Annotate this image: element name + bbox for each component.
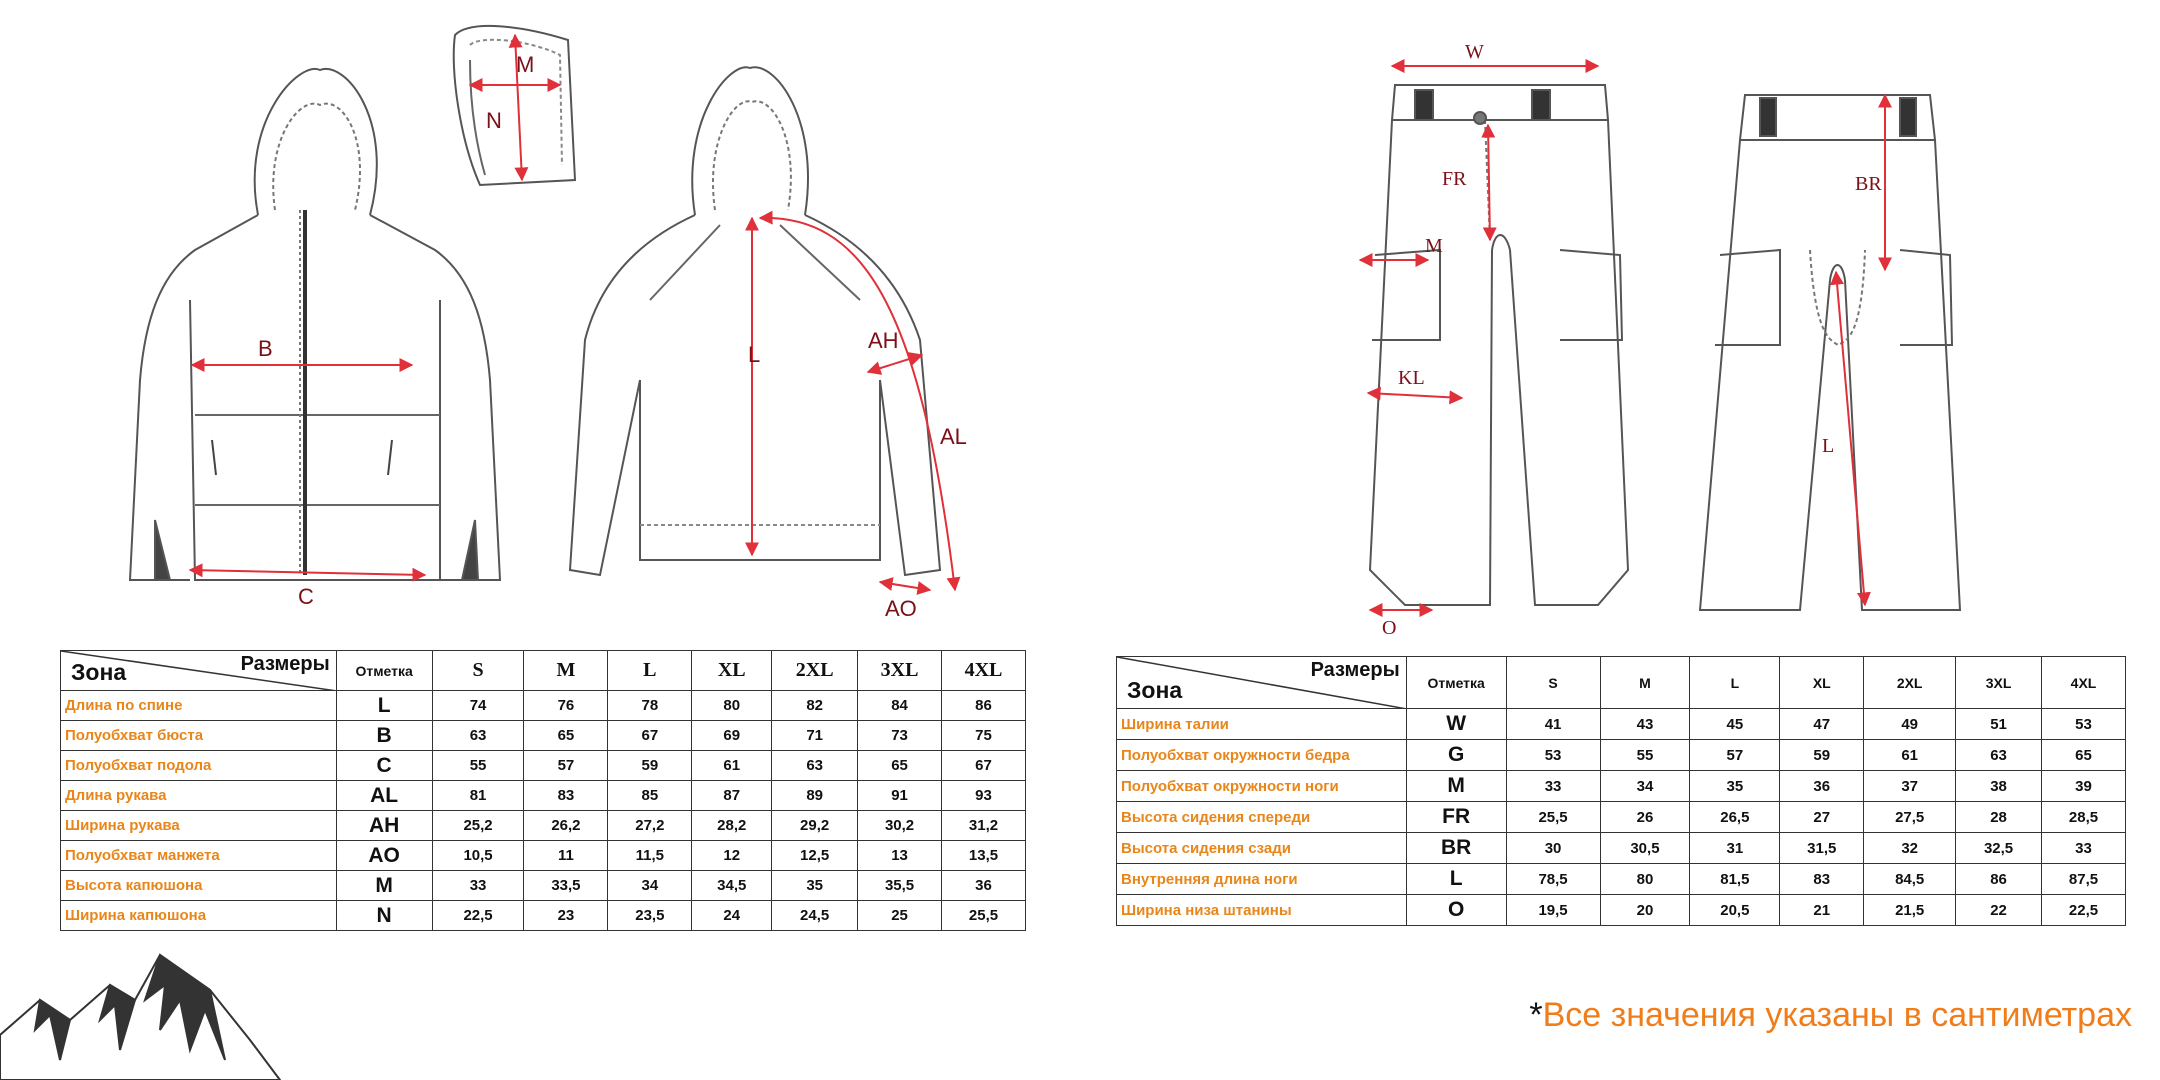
value-cell: 84,5 bbox=[1864, 864, 1956, 895]
table-corner-cell bbox=[61, 651, 337, 691]
table-row bbox=[61, 691, 1026, 721]
zone-cell: Длина по спине bbox=[61, 691, 337, 721]
value-cell: 93 bbox=[942, 781, 1026, 811]
zone-cell: Ширина капюшона bbox=[61, 901, 337, 931]
value-cell: 45 bbox=[1690, 709, 1780, 740]
diagram-labels bbox=[258, 52, 967, 621]
size-header: 4XL bbox=[942, 651, 1026, 691]
value-cell: 84 bbox=[858, 691, 942, 721]
table-row bbox=[61, 781, 1026, 811]
value-cell: 85 bbox=[608, 781, 692, 811]
value-cell: 63 bbox=[772, 751, 858, 781]
value-cell: 78 bbox=[608, 691, 692, 721]
value-cell: 33,5 bbox=[524, 871, 608, 901]
size-header: 3XL bbox=[858, 651, 942, 691]
value-cell: 73 bbox=[858, 721, 942, 751]
value-cell: 37 bbox=[1864, 771, 1956, 802]
table-corner-cell bbox=[1117, 657, 1407, 709]
value-cell: 30 bbox=[1506, 833, 1600, 864]
value-cell: 11 bbox=[524, 841, 608, 871]
value-cell: 30,5 bbox=[1600, 833, 1690, 864]
label-jacket-c: C bbox=[298, 584, 314, 609]
size-header: 4XL bbox=[2042, 657, 2126, 709]
value-cell: 82 bbox=[772, 691, 858, 721]
value-cell: 23 bbox=[524, 901, 608, 931]
label-jacket-l: L bbox=[748, 342, 761, 367]
value-cell: 86 bbox=[942, 691, 1026, 721]
value-cell: 49 bbox=[1864, 709, 1956, 740]
value-cell: 26,2 bbox=[524, 811, 608, 841]
table-header-row bbox=[61, 651, 1026, 691]
mark-cell: L bbox=[1406, 864, 1506, 895]
mark-cell: O bbox=[1406, 895, 1506, 926]
value-cell: 53 bbox=[1506, 740, 1600, 771]
zone-cell: Высота капюшона bbox=[61, 871, 337, 901]
table-row bbox=[61, 841, 1026, 871]
table-row bbox=[1117, 864, 2126, 895]
mark-cell: C bbox=[336, 751, 432, 781]
value-cell: 25 bbox=[858, 901, 942, 931]
value-cell: 57 bbox=[524, 751, 608, 781]
value-cell: 81 bbox=[432, 781, 524, 811]
value-cell: 20 bbox=[1600, 895, 1690, 926]
zone-cell: Полуобхват окружности бедра bbox=[1117, 740, 1407, 771]
value-cell: 59 bbox=[1780, 740, 1864, 771]
size-header: XL bbox=[1780, 657, 1864, 709]
label-jacket-ao: AO bbox=[885, 596, 917, 621]
size-header: S bbox=[432, 651, 524, 691]
corner-zone-label: Зона bbox=[71, 659, 127, 685]
value-cell: 34 bbox=[1600, 771, 1690, 802]
value-cell: 76 bbox=[524, 691, 608, 721]
mountain-logo bbox=[0, 955, 280, 1080]
table-row bbox=[61, 751, 1026, 781]
value-cell: 19,5 bbox=[1506, 895, 1600, 926]
value-cell: 25,2 bbox=[432, 811, 524, 841]
value-cell: 26,5 bbox=[1690, 802, 1780, 833]
value-cell: 26 bbox=[1600, 802, 1690, 833]
value-cell: 78,5 bbox=[1506, 864, 1600, 895]
footnote-asterisk: * bbox=[1529, 996, 1543, 1034]
value-cell: 25,5 bbox=[1506, 802, 1600, 833]
value-cell: 83 bbox=[524, 781, 608, 811]
value-cell: 27,2 bbox=[608, 811, 692, 841]
label-jacket-ah: AH bbox=[868, 328, 899, 353]
value-cell: 27,5 bbox=[1864, 802, 1956, 833]
size-header: S bbox=[1506, 657, 1600, 709]
value-cell: 34 bbox=[608, 871, 692, 901]
value-cell: 89 bbox=[772, 781, 858, 811]
value-cell: 35,5 bbox=[858, 871, 942, 901]
pants-size-table bbox=[1116, 656, 2126, 926]
value-cell: 24,5 bbox=[772, 901, 858, 931]
mark-cell: B bbox=[336, 721, 432, 751]
measurement-lines bbox=[190, 35, 1885, 610]
value-cell: 55 bbox=[1600, 740, 1690, 771]
value-cell: 20,5 bbox=[1690, 895, 1780, 926]
zone-cell: Ширина низа штанины bbox=[1117, 895, 1407, 926]
zone-cell: Высота сидения сзади bbox=[1117, 833, 1407, 864]
value-cell: 61 bbox=[692, 751, 772, 781]
mark-header: Отметка bbox=[336, 651, 432, 691]
zone-cell: Полуобхват окружности ноги bbox=[1117, 771, 1407, 802]
value-cell: 53 bbox=[2042, 709, 2126, 740]
value-cell: 24 bbox=[692, 901, 772, 931]
value-cell: 28,5 bbox=[2042, 802, 2126, 833]
table-row bbox=[1117, 771, 2126, 802]
table-row bbox=[1117, 802, 2126, 833]
value-cell: 69 bbox=[692, 721, 772, 751]
zone-cell: Ширина талии bbox=[1117, 709, 1407, 740]
size-header: M bbox=[1600, 657, 1690, 709]
label-jacket-b: B bbox=[258, 336, 273, 361]
size-header: L bbox=[1690, 657, 1780, 709]
table-header-row bbox=[1117, 657, 2126, 709]
value-cell: 25,5 bbox=[942, 901, 1026, 931]
value-cell: 87,5 bbox=[2042, 864, 2126, 895]
label-pants-br: BR bbox=[1855, 173, 1882, 195]
zone-cell: Внутренняя длина ноги bbox=[1117, 864, 1407, 895]
value-cell: 61 bbox=[1864, 740, 1956, 771]
value-cell: 33 bbox=[2042, 833, 2126, 864]
table-row bbox=[61, 901, 1026, 931]
value-cell: 33 bbox=[432, 871, 524, 901]
jacket-rows bbox=[61, 691, 1026, 931]
value-cell: 63 bbox=[432, 721, 524, 751]
value-cell: 87 bbox=[692, 781, 772, 811]
size-header: L bbox=[608, 651, 692, 691]
value-cell: 63 bbox=[1956, 740, 2042, 771]
size-header: XL bbox=[692, 651, 772, 691]
value-cell: 33 bbox=[1506, 771, 1600, 802]
value-cell: 80 bbox=[1600, 864, 1690, 895]
value-cell: 22,5 bbox=[2042, 895, 2126, 926]
value-cell: 11,5 bbox=[608, 841, 692, 871]
value-cell: 22,5 bbox=[432, 901, 524, 931]
value-cell: 13,5 bbox=[942, 841, 1026, 871]
value-cell: 86 bbox=[1956, 864, 2042, 895]
value-cell: 65 bbox=[858, 751, 942, 781]
table-row bbox=[61, 721, 1026, 751]
value-cell: 22 bbox=[1956, 895, 2042, 926]
value-cell: 31,5 bbox=[1780, 833, 1864, 864]
pants-diagram-labels bbox=[1382, 41, 1882, 639]
corner-sizes-label: Размеры bbox=[240, 653, 330, 675]
mark-cell: G bbox=[1406, 740, 1506, 771]
label-jacket-n: N bbox=[486, 108, 502, 133]
mark-cell: M bbox=[1406, 771, 1506, 802]
value-cell: 65 bbox=[2042, 740, 2126, 771]
size-header: 2XL bbox=[1864, 657, 1956, 709]
value-cell: 30,2 bbox=[858, 811, 942, 841]
zone-cell: Ширина рукава bbox=[61, 811, 337, 841]
value-cell: 29,2 bbox=[772, 811, 858, 841]
value-cell: 21,5 bbox=[1864, 895, 1956, 926]
zone-cell: Полуобхват манжета bbox=[61, 841, 337, 871]
value-cell: 41 bbox=[1506, 709, 1600, 740]
value-cell: 36 bbox=[942, 871, 1026, 901]
value-cell: 83 bbox=[1780, 864, 1864, 895]
value-cell: 38 bbox=[1956, 771, 2042, 802]
jacket-size-table bbox=[60, 650, 1026, 931]
value-cell: 34,5 bbox=[692, 871, 772, 901]
value-cell: 31,2 bbox=[942, 811, 1026, 841]
label-pants-w: W bbox=[1465, 41, 1484, 63]
size-header: 2XL bbox=[772, 651, 858, 691]
value-cell: 32,5 bbox=[1956, 833, 2042, 864]
size-header: M bbox=[524, 651, 608, 691]
jacket-back-drawing bbox=[570, 67, 940, 575]
value-cell: 27 bbox=[1780, 802, 1864, 833]
value-cell: 12 bbox=[692, 841, 772, 871]
value-cell: 39 bbox=[2042, 771, 2126, 802]
value-cell: 21 bbox=[1780, 895, 1864, 926]
mark-cell: N bbox=[336, 901, 432, 931]
label-jacket-al: AL bbox=[940, 424, 967, 449]
hood-drawing bbox=[454, 26, 575, 185]
value-cell: 74 bbox=[432, 691, 524, 721]
value-cell: 47 bbox=[1780, 709, 1864, 740]
value-cell: 67 bbox=[608, 721, 692, 751]
label-pants-l: L bbox=[1822, 435, 1835, 457]
value-cell: 55 bbox=[432, 751, 524, 781]
value-cell: 31 bbox=[1690, 833, 1780, 864]
corner-sizes-label: Размеры bbox=[1310, 659, 1400, 681]
pants-back-drawing bbox=[1700, 95, 1960, 610]
value-cell: 28,2 bbox=[692, 811, 772, 841]
label-pants-kl: KL bbox=[1398, 367, 1425, 389]
jacket-front-drawing bbox=[130, 69, 500, 580]
value-cell: 57 bbox=[1690, 740, 1780, 771]
zone-cell: Полуобхват подола bbox=[61, 751, 337, 781]
mark-cell: W bbox=[1406, 709, 1506, 740]
value-cell: 80 bbox=[692, 691, 772, 721]
label-jacket-m: M bbox=[516, 52, 535, 77]
mark-cell: AO bbox=[336, 841, 432, 871]
table-row bbox=[61, 871, 1026, 901]
table-row bbox=[61, 811, 1026, 841]
mark-cell: M bbox=[336, 871, 432, 901]
footnote-text: Все значения указаны в сантиметрах bbox=[1542, 996, 2132, 1034]
zone-cell: Длина рукава bbox=[61, 781, 337, 811]
mark-cell: FR bbox=[1406, 802, 1506, 833]
value-cell: 75 bbox=[942, 721, 1026, 751]
label-pants-fr: FR bbox=[1442, 168, 1467, 190]
pants-rows bbox=[1117, 709, 2126, 926]
value-cell: 28 bbox=[1956, 802, 2042, 833]
zone-cell: Полуобхват бюста bbox=[61, 721, 337, 751]
value-cell: 59 bbox=[608, 751, 692, 781]
mark-cell: L bbox=[336, 691, 432, 721]
value-cell: 35 bbox=[1690, 771, 1780, 802]
table-row bbox=[1117, 709, 2126, 740]
table-row bbox=[1117, 740, 2126, 771]
value-cell: 51 bbox=[1956, 709, 2042, 740]
value-cell: 81,5 bbox=[1690, 864, 1780, 895]
value-cell: 35 bbox=[772, 871, 858, 901]
size-header: 3XL bbox=[1956, 657, 2042, 709]
label-pants-o: O bbox=[1382, 617, 1397, 639]
value-cell: 71 bbox=[772, 721, 858, 751]
value-cell: 32 bbox=[1864, 833, 1956, 864]
mark-cell: AH bbox=[336, 811, 432, 841]
mark-cell: BR bbox=[1406, 833, 1506, 864]
value-cell: 67 bbox=[942, 751, 1026, 781]
value-cell: 65 bbox=[524, 721, 608, 751]
value-cell: 10,5 bbox=[432, 841, 524, 871]
value-cell: 91 bbox=[858, 781, 942, 811]
value-cell: 43 bbox=[1600, 709, 1690, 740]
mark-header: Отметка bbox=[1406, 657, 1506, 709]
units-footnote bbox=[1529, 996, 2132, 1035]
table-row bbox=[1117, 895, 2126, 926]
value-cell: 36 bbox=[1780, 771, 1864, 802]
zone-cell: Высота сидения спереди bbox=[1117, 802, 1407, 833]
mark-cell: AL bbox=[336, 781, 432, 811]
table-row bbox=[1117, 833, 2126, 864]
value-cell: 23,5 bbox=[608, 901, 692, 931]
corner-zone-label: Зона bbox=[1127, 677, 1183, 703]
pants-front-drawing bbox=[1370, 85, 1628, 605]
value-cell: 12,5 bbox=[772, 841, 858, 871]
label-pants-m: M bbox=[1425, 235, 1443, 257]
value-cell: 13 bbox=[858, 841, 942, 871]
